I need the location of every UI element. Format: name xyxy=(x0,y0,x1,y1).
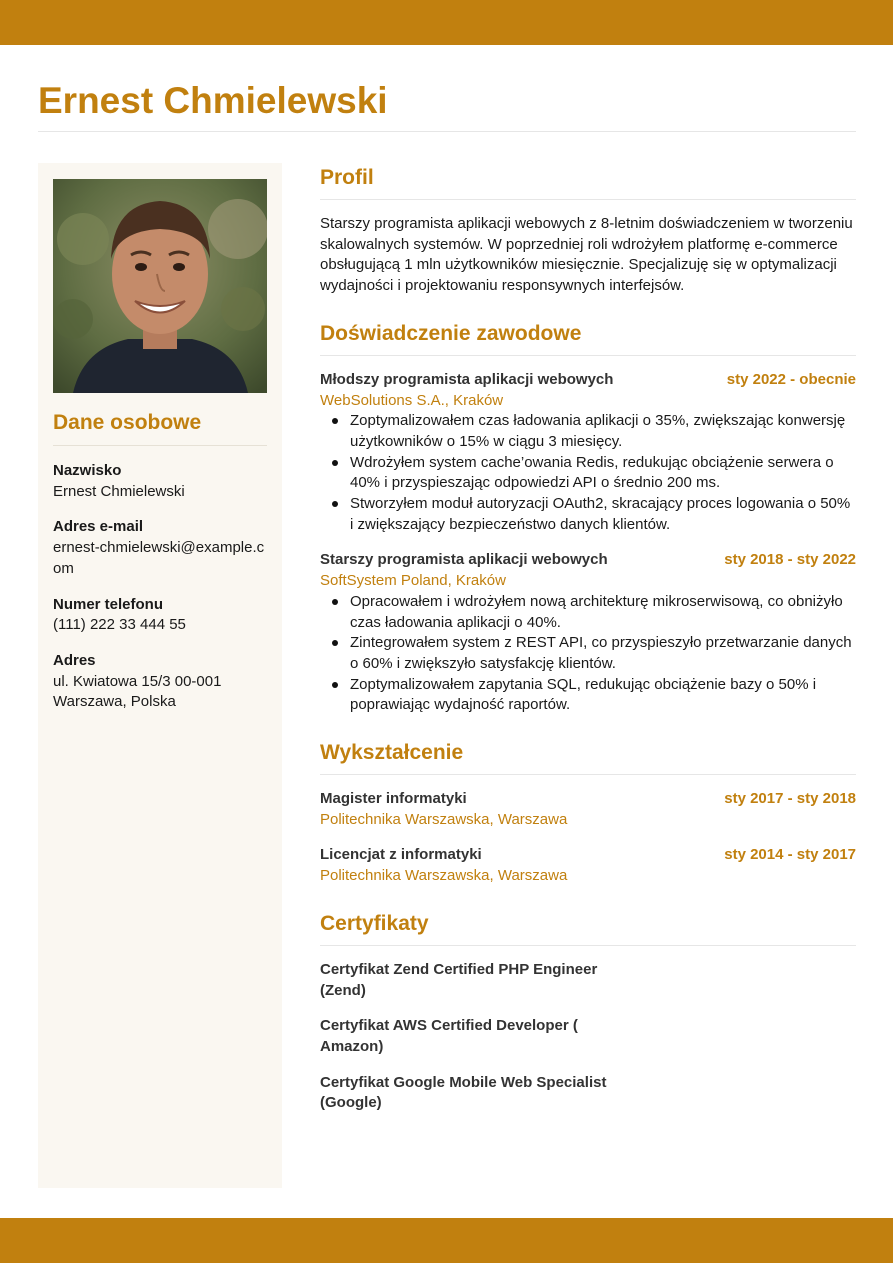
achievement-item: Zoptymalizowałem czas ładowania aplikacji o 35%, zwiększając konwersję użytkowników o 15% w ciągu 3 miesięcy. xyxy=(320,411,856,452)
field-label: Nazwisko xyxy=(53,462,122,479)
education-entry xyxy=(320,789,856,830)
email-value[interactable]: ernest-chmielewski@example.com xyxy=(53,539,265,577)
job-dates: sty 2022 - obecnie xyxy=(726,370,856,388)
education-dates: sty 2017 - sty 2018 xyxy=(724,790,856,808)
profile-heading: Profil xyxy=(320,166,374,189)
job-dates: sty 2018 - sty 2022 xyxy=(724,551,856,569)
section-divider xyxy=(320,774,856,775)
address-value: ul. Kwiatowa 15/3 00-001 Warszawa, Polska xyxy=(53,672,222,711)
achievement-item: Stworzyłem moduł autoryzacji OAuth2, skracający proces logowania o 50% i zwiększający bezpieczeństwo danych klientów. xyxy=(320,494,856,535)
entry-header xyxy=(320,550,856,571)
experience-section xyxy=(320,319,856,716)
certificate-item: Certyfikat AWS Certified Developer ( Amazon) xyxy=(320,1017,578,1055)
field-value: Ernest Chmielewski xyxy=(53,482,185,500)
personal-data-heading: Dane osobowe xyxy=(53,411,202,434)
experience-entry xyxy=(320,370,856,536)
education-dates: sty 2014 - sty 2017 xyxy=(724,846,856,864)
field-label: Adres xyxy=(53,651,96,669)
achievement-list xyxy=(320,411,856,535)
profile-text: Starszy programista aplikacji webowych z 8-letnim doświadczeniem w tworzeniu skalowalnych systemów. W poprzedniej roli wdrożyłem platformę e-commerce obsługującą 1 mln użytkowników miesięcznie. Specjalizuję się w optymalizacji wydajności i projektowaniu responsywnych interfejsów. xyxy=(320,215,853,295)
field-label: Numer telefonu xyxy=(53,595,164,613)
profile-photo xyxy=(53,179,267,393)
job-title: Młodszy programista aplikacji webowych xyxy=(320,370,614,388)
personal-data-list xyxy=(53,461,267,728)
field-email xyxy=(53,517,267,579)
bottom-accent-band xyxy=(0,1218,893,1263)
entry-header xyxy=(320,370,856,391)
certificates-heading: Certyfikaty xyxy=(320,911,429,935)
field-surname xyxy=(53,461,267,502)
job-title: Starszy programista aplikacji webowych xyxy=(320,551,608,569)
personal-data-divider xyxy=(53,445,267,446)
top-accent-band xyxy=(0,0,893,45)
certificate-item: Certyfikat Google Mobile Web Specialist (Google) xyxy=(320,1073,607,1112)
section-divider xyxy=(320,199,856,200)
portrait-photo-icon xyxy=(53,179,267,393)
achievement-list xyxy=(320,592,856,716)
phone-value: (111) 222 33 444 55 xyxy=(53,616,186,634)
section-divider xyxy=(320,945,856,946)
employer: SoftSystem Poland, Kraków xyxy=(320,572,506,590)
entry-header xyxy=(320,789,856,810)
school: Politechnika Warszawska, Warszawa xyxy=(320,867,568,885)
field-phone xyxy=(53,595,267,636)
education-heading: Wykształcenie xyxy=(320,741,464,765)
education-section xyxy=(320,738,856,887)
main-content xyxy=(320,163,856,1129)
education-entry xyxy=(320,845,856,886)
achievement-item: Zoptymalizowałem zapytania SQL, redukując obciążenie bazy o 50% i poprawiając wydajność raportów. xyxy=(320,675,856,716)
name-divider xyxy=(38,131,856,132)
achievement-item: Zintegrowałem system z REST API, co przyspieszyło przetwarzanie danych o 60% i zwiększyło satysfakcję klientów. xyxy=(320,633,856,674)
employer: WebSolutions S.A., Kraków xyxy=(320,391,504,409)
section-divider xyxy=(320,355,856,356)
certificate-item: Certyfikat Zend Certified PHP Engineer (Zend) xyxy=(320,960,598,999)
experience-heading: Doświadczenie zawodowe xyxy=(320,321,582,345)
candidate-name: Ernest Chmielewski xyxy=(38,80,388,121)
profile-section xyxy=(320,163,856,297)
field-label: Adres e-mail xyxy=(53,518,144,536)
achievement-item: Wdrożyłem system cache’owania Redis, redukując obciążenie serwera o 40% i przyspieszając odpowiedzi API o średnio 200 ms. xyxy=(320,453,856,494)
achievement-item: Opracowałem i wdrożyłem nową architekturę mikroserwisową, co obniżyło czas ładowania aplikacji o 40%. xyxy=(320,592,856,633)
certificates-section xyxy=(320,909,856,1114)
entry-header xyxy=(320,845,856,866)
degree: Magister informatyki xyxy=(320,790,467,808)
degree: Licencjat z informatyki xyxy=(320,846,482,864)
field-address xyxy=(53,651,267,713)
school: Politechnika Warszawska, Warszawa xyxy=(320,810,568,828)
sidebar xyxy=(38,163,282,1188)
experience-entry xyxy=(320,550,856,716)
